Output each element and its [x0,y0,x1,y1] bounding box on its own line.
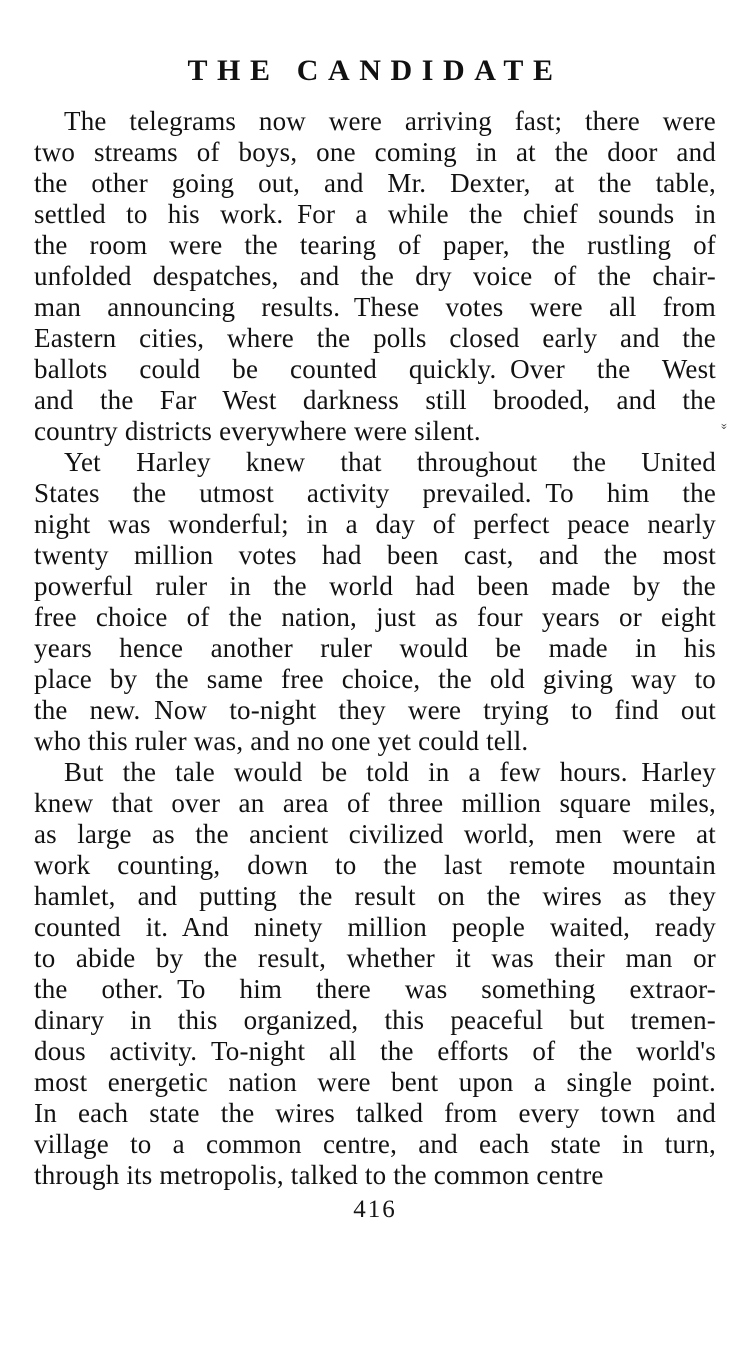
text-line: twenty million votes had been cast, and the most [34,540,716,570]
text-line: hamlet, and putting the result on the wires as they [34,881,716,911]
text-line: powerful ruler in the world had been made by the [34,571,716,601]
page-number: 416 [353,1196,397,1223]
body-text [34,106,716,1191]
text-line: the new. Now to-night they were trying to find out [34,695,716,725]
text-line: years hence another ruler would be made in his [34,633,716,663]
text-line: dinary in this organized, this peaceful but tremen- [34,1005,716,1035]
text-line: place by the same free choice, the old giving way to [34,664,716,694]
text-line: most energetic nation were bent upon a single point. [34,1067,716,1097]
text-line: Eastern cities, where the polls closed early and the [34,323,716,353]
text-line: who this ruler was, and no one yet could tell. [34,726,529,756]
text-line: But the tale would be told in a few hours. Harley [64,757,716,787]
text-line: knew that over an area of three million square miles, [34,788,716,818]
text-line: The telegrams now were arriving fast; there were [64,106,716,136]
text-line: dous activity. To-night all the efforts of the world's [34,1036,716,1066]
text-line: to abide by the result, whether it was their man or [34,943,716,973]
text-line: settled to his work. For a while the chief sounds in [34,199,716,229]
paragraph [34,447,716,757]
ink-speck-mark: » [717,423,733,430]
text-line: country districts everywhere were silent. [34,416,481,446]
text-line: ballots could be counted quickly. Over the West [34,354,716,384]
text-line: unfolded despatches, and the dry voice of the chair- [34,261,716,291]
text-line: and the Far West darkness still brooded, and the [34,385,716,415]
text-line: free choice of the nation, just as four years or eight [34,602,716,632]
text-line: counted it. And ninety million people waited, ready [34,912,716,942]
text-line: In each state the wires talked from every town and [34,1098,716,1128]
text-line: work counting, down to the last remote mountain [34,850,716,880]
text-line: States the utmost activity prevailed. To him the [34,478,716,508]
paragraph [34,106,716,447]
text-line: the other. To him there was something extraor- [34,974,716,1004]
text-line: two streams of boys, one coming in at the door and [34,137,716,167]
text-line: through its metropolis, talked to the common centre [34,1160,604,1190]
paragraph [34,757,716,1191]
text-line: man announcing results. These votes were all from [34,292,716,322]
text-line: the room were the tearing of paper, the rustling of [34,230,716,260]
text-line: village to a common centre, and each state in turn, [34,1129,716,1159]
text-line: the other going out, and Mr. Dexter, at the table, [34,168,716,198]
text-line: night was wonderful; in a day of perfect peace nearly [34,509,716,539]
page-title: THE CANDIDATE [187,54,563,87]
text-line: as large as the ancient civilized world, men were at [34,819,716,849]
text-line: Yet Harley knew that throughout the United [64,447,716,477]
